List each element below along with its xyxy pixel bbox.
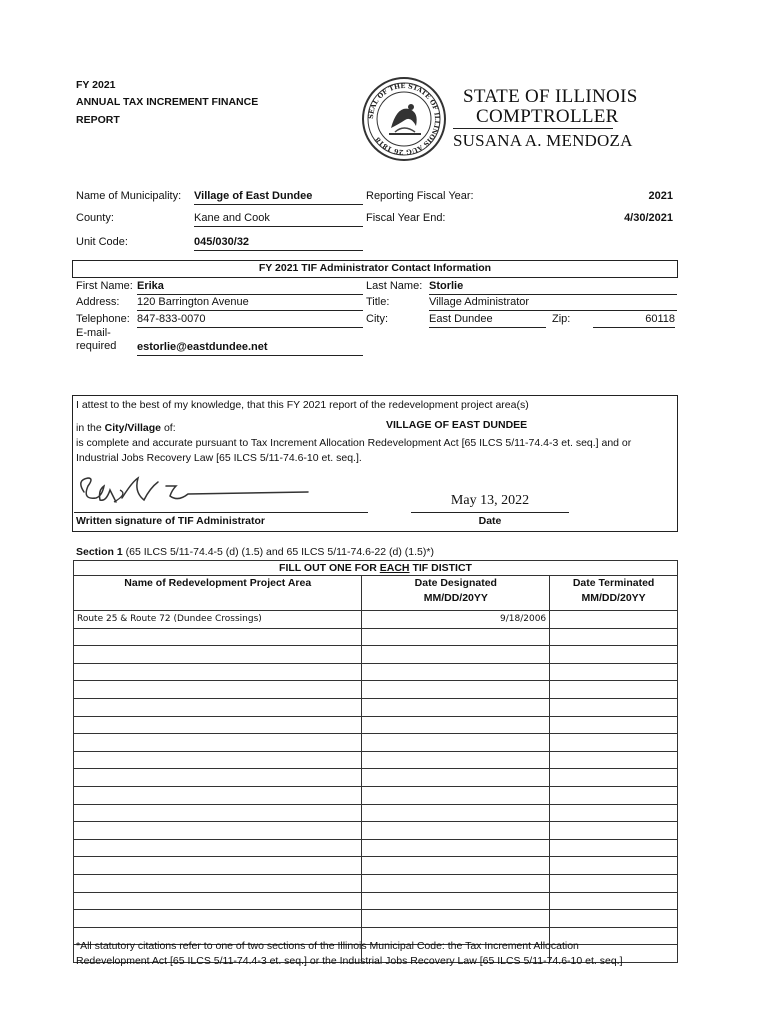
municipality-name-label: Name of Municipality: [76, 190, 182, 202]
table-row [74, 804, 678, 822]
county-field[interactable]: Kane and Cook [194, 212, 363, 227]
empty-cell[interactable] [74, 822, 362, 840]
table-row [74, 874, 678, 892]
table-row [74, 857, 678, 875]
empty-cell[interactable] [362, 716, 550, 734]
empty-cell[interactable] [550, 681, 678, 699]
col-header-terminated [550, 576, 678, 611]
email-field[interactable]: estorlie@eastdundee.net [137, 341, 363, 356]
table-row [74, 769, 678, 787]
col-terminated-format: MM/DD/20YY [581, 592, 646, 604]
table-row [74, 646, 678, 664]
table-row [74, 734, 678, 752]
empty-cell[interactable] [74, 804, 362, 822]
empty-cell[interactable] [74, 839, 362, 857]
col-header-designated [362, 576, 550, 611]
empty-cell[interactable] [362, 769, 550, 787]
unit-code-label: Unit Code: [76, 236, 128, 248]
fiscal-year-field[interactable]: 2021 [648, 190, 673, 202]
footnote-line2: Redevelopment Act [65 ILCS 5/11-74.4-3 et. seq.] or the Industrial Jobs Recovery Law [65 ILCS 5/11-74.6-10 et. seq.] [76, 955, 623, 967]
table-row [74, 663, 678, 681]
empty-cell[interactable] [362, 857, 550, 875]
table-row [74, 910, 678, 928]
table-row [74, 716, 678, 734]
table-row [74, 611, 678, 629]
empty-cell[interactable] [74, 734, 362, 752]
report-title: ANNUAL TAX INCREMENT FINANCE [76, 96, 259, 108]
date-field[interactable]: May 13, 2022 [450, 493, 530, 508]
fill-instruction-pre: FILL OUT ONE FOR [279, 562, 380, 574]
title-label: Title: [366, 296, 390, 308]
office-state: STATE OF ILLINOIS [463, 86, 638, 107]
empty-cell[interactable] [550, 698, 678, 716]
empty-cell[interactable] [362, 874, 550, 892]
email-label-line1: E-mail- [76, 327, 111, 339]
fiscal-end-field[interactable]: 4/30/2021 [624, 212, 673, 224]
empty-cell[interactable] [362, 734, 550, 752]
section1-title [76, 546, 434, 558]
date-line [411, 512, 569, 513]
empty-cell[interactable] [550, 892, 678, 910]
empty-cell[interactable] [74, 910, 362, 928]
empty-cell[interactable] [550, 646, 678, 664]
table-row [74, 681, 678, 699]
empty-cell[interactable] [74, 892, 362, 910]
empty-cell[interactable] [74, 751, 362, 769]
empty-cell[interactable] [74, 646, 362, 664]
tif-district-table [73, 560, 678, 963]
telephone-field[interactable]: 847-833-0070 [137, 313, 363, 328]
city-label: City: [366, 313, 388, 325]
table-row [74, 839, 678, 857]
col-terminated-label: Date Terminated [572, 577, 655, 589]
table-row [74, 628, 678, 646]
signature-line [74, 512, 368, 513]
col-name-label: Name of Redevelopment Project Area [124, 577, 312, 589]
empty-cell[interactable] [550, 716, 678, 734]
section1-label: Section 1 [76, 546, 123, 558]
report-year: FY 2021 [76, 79, 116, 91]
section1-citation: (65 ILCS 5/11-74.4-5 (d) (1.5) and 65 ILCS 5/11-74.6-22 (d) (1.5)*) [122, 546, 434, 558]
attest-city-prefix: in the [76, 422, 105, 434]
table-row [74, 822, 678, 840]
seal-text: SEAL OF THE STATE OF ILLINOIS AUG 26 1818 [366, 81, 442, 157]
empty-cell[interactable] [362, 804, 550, 822]
attest-village-field[interactable]: VILLAGE OF EAST DUNDEE [386, 419, 528, 431]
zip-label: Zip: [552, 313, 571, 325]
contact-header: FY 2021 TIF Administrator Contact Information [258, 262, 492, 274]
illinois-seal-icon [361, 76, 447, 162]
fill-instruction-post: TIF DISTICT [409, 562, 472, 574]
col-designated-label: Date Designated [414, 577, 497, 589]
cell-terminated[interactable] [550, 611, 678, 629]
attest-compliance-line2: Industrial Jobs Recovery Law [65 ILCS 5/11-74.6-10 et. seq.]. [76, 452, 362, 464]
telephone-label: Telephone: [76, 313, 130, 325]
last-name-label: Last Name: [366, 280, 423, 292]
empty-cell[interactable] [550, 804, 678, 822]
email-label-line2: required [76, 340, 117, 352]
empty-cell[interactable] [362, 822, 550, 840]
empty-cell[interactable] [74, 698, 362, 716]
state-seal [361, 76, 447, 162]
empty-cell[interactable] [362, 663, 550, 681]
handwritten-signature-icon [74, 472, 314, 512]
address-field[interactable]: 120 Barrington Avenue [137, 296, 363, 311]
table-row [74, 786, 678, 804]
table-row [74, 751, 678, 769]
empty-cell[interactable] [74, 786, 362, 804]
col-header-name [74, 576, 362, 611]
empty-cell[interactable] [362, 698, 550, 716]
date-label: Date [478, 515, 502, 527]
empty-cell[interactable] [362, 786, 550, 804]
county-label: County: [76, 212, 114, 224]
empty-cell[interactable] [74, 769, 362, 787]
empty-cell[interactable] [550, 663, 678, 681]
cell-designated[interactable]: 9/18/2006 [362, 611, 550, 629]
first-name-label: First Name: [76, 280, 133, 292]
report-subtitle: REPORT [76, 114, 120, 126]
footnote-line1: *All statutory citations refer to one of two sections of the Illinois Municipal Code: the Tax Increment Allocation [76, 940, 579, 952]
empty-cell[interactable] [550, 857, 678, 875]
empty-cell[interactable] [362, 628, 550, 646]
table-row [74, 698, 678, 716]
fill-instruction [74, 561, 678, 576]
empty-cell[interactable] [550, 734, 678, 752]
empty-cell[interactable] [362, 751, 550, 769]
empty-cell[interactable] [550, 769, 678, 787]
tif-rows [74, 611, 678, 963]
empty-cell[interactable] [362, 910, 550, 928]
empty-cell[interactable] [74, 857, 362, 875]
empty-cell[interactable] [74, 663, 362, 681]
empty-cell[interactable] [550, 839, 678, 857]
municipality-name-field[interactable]: Village of East Dundee [194, 190, 363, 205]
empty-cell[interactable] [74, 681, 362, 699]
fill-instruction-each: EACH [379, 562, 410, 574]
fiscal-year-label: Reporting Fiscal Year: [366, 190, 474, 202]
signature-image [74, 472, 314, 512]
attest-city-label: City/Village [104, 422, 162, 434]
fiscal-end-label: Fiscal Year End: [366, 212, 446, 224]
city-field[interactable]: East Dundee [429, 313, 546, 328]
attest-city-suffix: of: [161, 422, 176, 434]
office-title: COMPTROLLER [476, 106, 619, 127]
empty-cell[interactable] [74, 628, 362, 646]
unit-code-field[interactable]: 045/030/32 [194, 236, 363, 251]
office-holder: SUSANA A. MENDOZA [453, 131, 633, 150]
empty-cell[interactable] [362, 892, 550, 910]
empty-cell[interactable] [550, 628, 678, 646]
address-label: Address: [76, 296, 120, 308]
empty-cell[interactable] [74, 716, 362, 734]
empty-cell[interactable] [550, 751, 678, 769]
empty-cell[interactable] [74, 874, 362, 892]
empty-cell[interactable] [550, 786, 678, 804]
signature-label: Written signature of TIF Administrator [76, 515, 266, 527]
empty-cell[interactable] [362, 681, 550, 699]
first-name-field[interactable]: Erika [137, 280, 363, 295]
attest-statement: I attest to the best of my knowledge, that this FY 2021 report of the redevelopment project area(s) [76, 399, 529, 411]
title-field[interactable]: Village Administrator [429, 296, 677, 311]
empty-cell[interactable] [550, 822, 678, 840]
attest-city-line [76, 422, 176, 434]
office-divider [453, 128, 613, 129]
zip-field[interactable]: 60118 [593, 313, 675, 328]
table-row [74, 892, 678, 910]
empty-cell[interactable] [362, 646, 550, 664]
col-designated-format: MM/DD/20YY [423, 592, 488, 604]
last-name-field[interactable]: Storlie [429, 280, 677, 295]
attest-compliance-line: is complete and accurate pursuant to Tax Increment Allocation Redevelopment Act [65 ILCS 5/11-74.4-3 et. seq.] and or [76, 437, 632, 449]
cell-name[interactable]: Route 25 & Route 72 (Dundee Crossings) [74, 611, 362, 629]
empty-cell[interactable] [362, 839, 550, 857]
empty-cell[interactable] [550, 874, 678, 892]
empty-cell[interactable] [550, 910, 678, 928]
